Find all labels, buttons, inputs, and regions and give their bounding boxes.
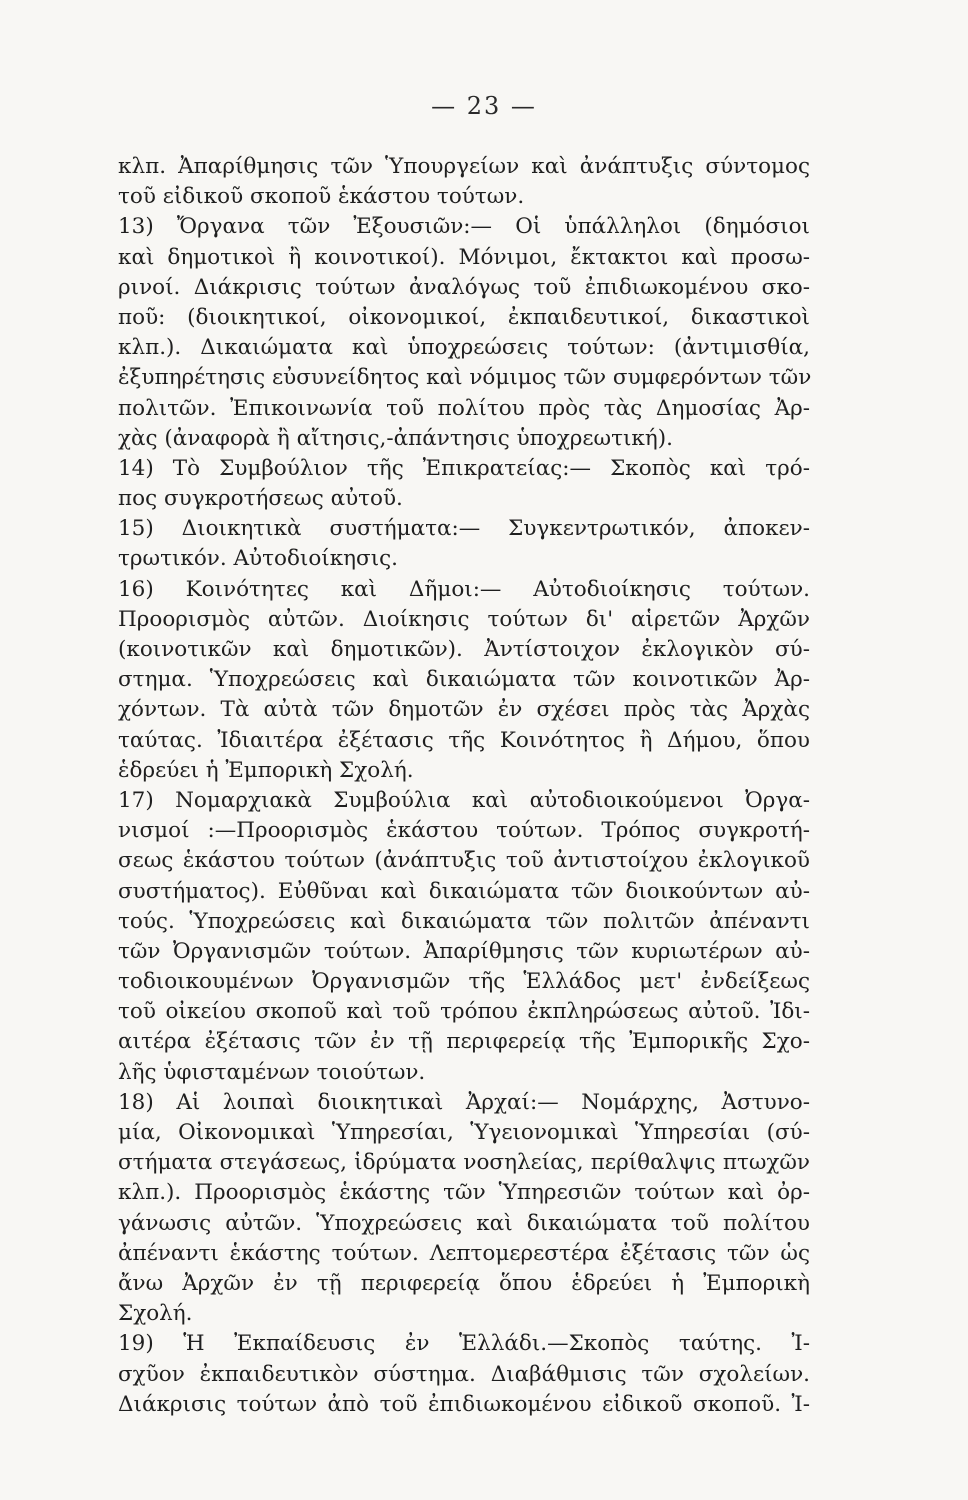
text-line: συστήματος). Εὐθῦναι καὶ δικαιώματα τῶν διοικούντων αὐ- [118,878,810,904]
text-line: Προορισμὸς αὐτῶν. Διοίκησις τούτων δι' αἱρετῶν Ἀρχῶν [118,606,810,632]
text-line: κλπ. Ἀπαρίθμησις τῶν Ὑπουργείων καὶ ἀνάπτυξις σύντομος [118,154,810,179]
text-line: πος συγκροτήσεως αὐτοῦ. [118,486,403,512]
text-line: πολιτῶν. Ἐπικοινωνία τοῦ πολίτου πρὸς τὰς Δημοσίας Ἀρ- [118,395,810,421]
text-line: (κοινοτικῶν καὶ δημοτικῶν). Ἀντίστοιχον ἐκλογικὸν σύ- [118,637,810,662]
text-line: κλπ.). Δικαιώματα καὶ ὑποχρεώσεις τούτων: (ἀντιμισθία, [118,335,810,361]
text-line: 16) Κοινότητες καὶ Δῆμοι:— Αὐτοδιοίκησις τούτων. [118,576,810,602]
text-line: 17) Νομαρχιακὰ Συμβούλια καὶ αὐτοδιοικούμενοι Ὀργα- [118,787,810,813]
text-line: ἀπέναντι ἑκάστης τούτων. Λεπτομερεστέρα ἐξέτασις τῶν ὡς [118,1240,810,1266]
text-line: στήματα στεγάσεως, ἱδρύματα νοσηλείας, περίθαλψις πτωχῶν [118,1150,810,1176]
text-line: 15) Διοικητικὰ συστήματα:— Συγκεντρωτικόν, ἀποκεν- [118,516,810,542]
text-line: 14) Τὸ Συμβούλιον τῆς Ἐπικρατείας:— Σκοπὸς καὶ τρό- [118,455,810,481]
text-line: τοῦ εἰδικοῦ σκοποῦ ἑκάστου τούτων. [118,184,525,210]
text-line: τρωτικόν. Αὐτοδιοίκησις. [118,546,398,572]
text-line: αιτέρα ἐξέτασις τῶν ἐν τῇ περιφερείᾳ τῆς Ἐμπορικῆς Σχο- [118,1029,810,1055]
text-line: τῶν Ὀργανισμῶν τούτων. Ἀπαρίθμησις τῶν κυριωτέρων αὐ- [118,938,810,964]
text-line: σεως ἑκάστου τούτων (ἀνάπτυξις τοῦ ἀντιστοίχου ἐκλογικοῦ [118,848,810,874]
page-number: — 23 — [431,92,537,120]
text-line: ἄνω Ἀρχῶν ἐν τῇ περιφερείᾳ ὅπου ἑδρεύει ἡ Ἐμπορικὴ [118,1270,810,1296]
text-line: τοδιοικουμένων Ὀργανισμῶν τῆς Ἑλλάδος μετ' ἐνδείξεως [118,969,810,995]
text-line: 13) Ὄργανα τῶν Ἐξουσιῶν:— Οἱ ὑπάλληλοι (δημόσιοι [118,214,810,240]
text-line: τοῦ οἰκείου σκοποῦ καὶ τοῦ τρόπου ἐκπληρώσεως αὐτοῦ. Ἰδι- [118,999,810,1025]
text-line: 19) Ἡ Ἐκπαίδευσις ἐν Ἑλλάδι.—Σκοπὸς ταύτης. Ἰ- [118,1331,810,1357]
text-line: ἑδρεύει ἡ Ἐμπορικὴ Σχολή. [118,757,414,783]
text-line: καὶ δημοτικοὶ ἢ κοινοτικοί). Μόνιμοι, ἔκτακτοι καὶ προσω- [118,244,810,270]
text-line: στημα. Ὑποχρεώσεις καὶ δικαιώματα τῶν κοινοτικῶν Ἀρ- [118,667,810,693]
text-line: ταύτας. Ἰδιαιτέρα ἐξέτασις τῆς Κοινότητος ἢ Δήμου, ὅπου [118,727,810,753]
text-line: χόντων. Τὰ αὐτὰ τῶν δημοτῶν ἐν σχέσει πρὸς τὰς Ἀρχὰς [118,697,810,723]
text-line: χὰς (ἀναφορὰ ἢ αἴτησις,-ἀπάντησις ὑποχρεωτική). [118,425,673,451]
text-line: Διάκρισις τούτων ἀπὸ τοῦ ἐπιδιωκομένου εἰδικοῦ σκοποῦ. Ἰ- [118,1391,810,1417]
body-text [118,152,810,1420]
text-line: νισμοί :—Προορισμὸς ἑκάστου τούτων. Τρόπος συγκροτή- [118,818,810,844]
text-line: ρινοί. Διάκρισις τούτων ἀναλόγως τοῦ ἐπιδιωκομένου σκο- [118,274,810,300]
text-line: ἐξυπηρέτησις εὐσυνείδητος καὶ νόμιμος τῶν συμφερόντων τῶν [118,365,812,391]
text-line: Σχολή. [118,1301,193,1327]
text-line: μία, Οἰκονομικαὶ Ὑπηρεσίαι, Ὑγειονομικαὶ Ὑπηρεσίαι (σύ- [118,1120,810,1145]
text-line: 18) Αἱ λοιπαὶ διοικητικαὶ Ἀρχαί:— Νομάρχης, Ἀστυνο- [118,1089,810,1115]
text-line: ποῦ: (διοικητικοί, οἰκονομικοί, ἐκπαιδευτικοί, δικαστικοὶ [118,304,810,330]
text-line: τούς. Ὑποχρεώσεις καὶ δικαιώματα τῶν πολιτῶν ἀπέναντι [118,908,810,934]
text-line: γάνωσις αὐτῶν. Ὑποχρεώσεις καὶ δικαιώματα τοῦ πολίτου [118,1210,810,1236]
text-line: σχῦον ἐκπαιδευτικὸν σύστημα. Διαβάθμισις τῶν σχολείων. [118,1361,810,1387]
text-line: λῆς ὑφισταμένων τοιούτων. [118,1059,426,1085]
text-line: κλπ.). Προορισμὸς ἑκάστης τῶν Ὑπηρεσιῶν τούτων καὶ ὀρ- [118,1180,810,1206]
